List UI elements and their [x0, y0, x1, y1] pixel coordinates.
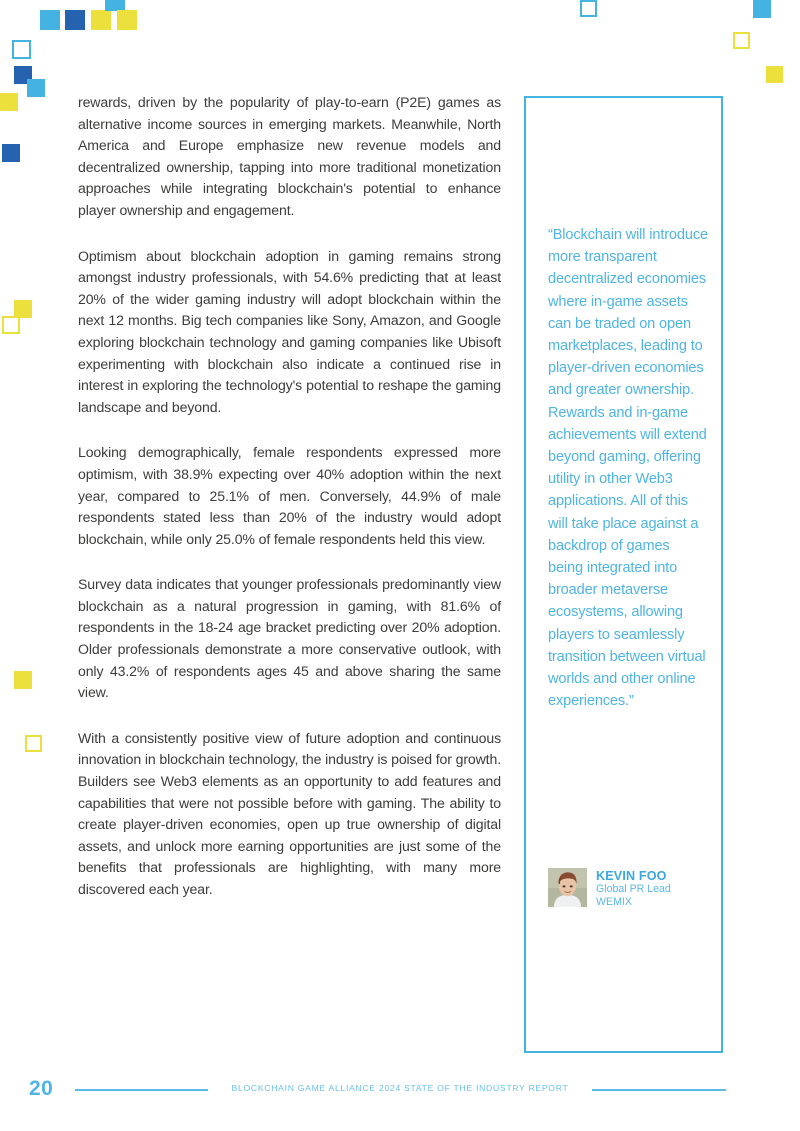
body-paragraph: With a consistently positive view of future adoption and continuous innovation in blockchain technology, the industry is poised for growth. Builders see Web3 elements as an opportunity to add features and capabilities that were not possible before with gaming. The ability to create player-driven economies, open up true ownership of digital assets, and unlock more earning opportunities are just some of the benefits that professionals are highlighting, with many more discovered each year.: [78, 729, 501, 897]
deco-square-left-5: [2, 144, 20, 162]
footer-rule-right: [592, 1089, 726, 1091]
deco-square-top-1: [40, 10, 60, 30]
deco-square-right-2: [753, 0, 771, 18]
attribution-lines: [596, 868, 671, 910]
article-body-column: [78, 92, 501, 901]
deco-square-left-3: [27, 79, 45, 97]
deco-square-left-1: [12, 40, 31, 59]
body-paragraph: Survey data indicates that younger professionals predominantly view blockchain as a natural progression in gaming, with 81.6% of respondents in the 18-24 age bracket predicting over 20% adoption. Older professionals demonstrate a more conservative outlook, with only 43.2% of respondents ages 45 and above sharing the same view.: [78, 576, 501, 701]
body-paragraph: Optimism about blockchain adoption in gaming remains strong amongst industry professionals, with 54.6% predicting that at least 20% of the wider gaming industry will adopt blockchain within the next 12 months. Big tech companies like Sony, Amazon, and Google exploring blockchain technology and gaming companies like Ubisoft experimenting with blockchain also indicate a continued rise in interest in exploring the technology's potential to reshape the gaming landscape and beyond.: [78, 247, 501, 415]
attribution-role: Global PR Lead: [596, 883, 671, 895]
page-number: 20: [29, 1077, 54, 1100]
attribution-name: KEVIN FOO: [596, 869, 667, 883]
deco-square-left-4: [0, 93, 18, 111]
body-paragraph: rewards, driven by the popularity of play-to-earn (P2E) games as alternative income sources in emerging markets. Meanwhile, North America and Europe emphasize new revenue models and decentralized ownership, tapping into more traditional monetization approaches while integrating blockchain's potential to enhance player ownership and engagement.: [78, 94, 501, 218]
pull-quote-content: [548, 224, 708, 712]
attribution-company: WEMIX: [596, 896, 632, 909]
deco-square-top-2: [65, 10, 85, 30]
deco-square-left-8: [14, 671, 32, 689]
deco-square-top-5: [117, 10, 137, 30]
footer-report-title: BLOCKCHAIN GAME ALLIANCE 2024 STATE OF THE INDUSTRY REPORT: [231, 1083, 569, 1093]
footer-rule-left: [75, 1089, 208, 1091]
deco-square-right-1: [580, 0, 597, 17]
deco-square-left-7: [2, 316, 20, 334]
deco-square-left-9: [25, 735, 42, 752]
deco-square-top-3: [91, 10, 111, 30]
avatar: [548, 868, 587, 907]
quote-attribution: [548, 868, 713, 910]
deco-square-right-3: [733, 32, 750, 49]
pull-quote-text: “Blockchain will introduce more transparent decentralized economies where in-game assets can be traded on open marketplaces, leading to player-driven economies and greater ownership. Rewards and in-game achievements will extend beyond gaming, offering utility in other Web3 applications. All of this will take place against a backdrop of games being integrated into broader metaverse ecosystems, allowing players to seamlessly transition between virtual worlds and other online experiences.”: [548, 227, 708, 710]
pull-quote-box: [524, 96, 723, 1053]
body-paragraph: Looking demographically, female respondents expressed more optimism, with 38.9% expecting over 40% adoption within the next year, compared to 25.1% of men. Conversely, 44.9% of male respondents stated less than 20% of the industry would adopt blockchain, while only 25.0% of female respondents held this view.: [78, 444, 501, 547]
deco-square-right-4: [766, 66, 783, 83]
